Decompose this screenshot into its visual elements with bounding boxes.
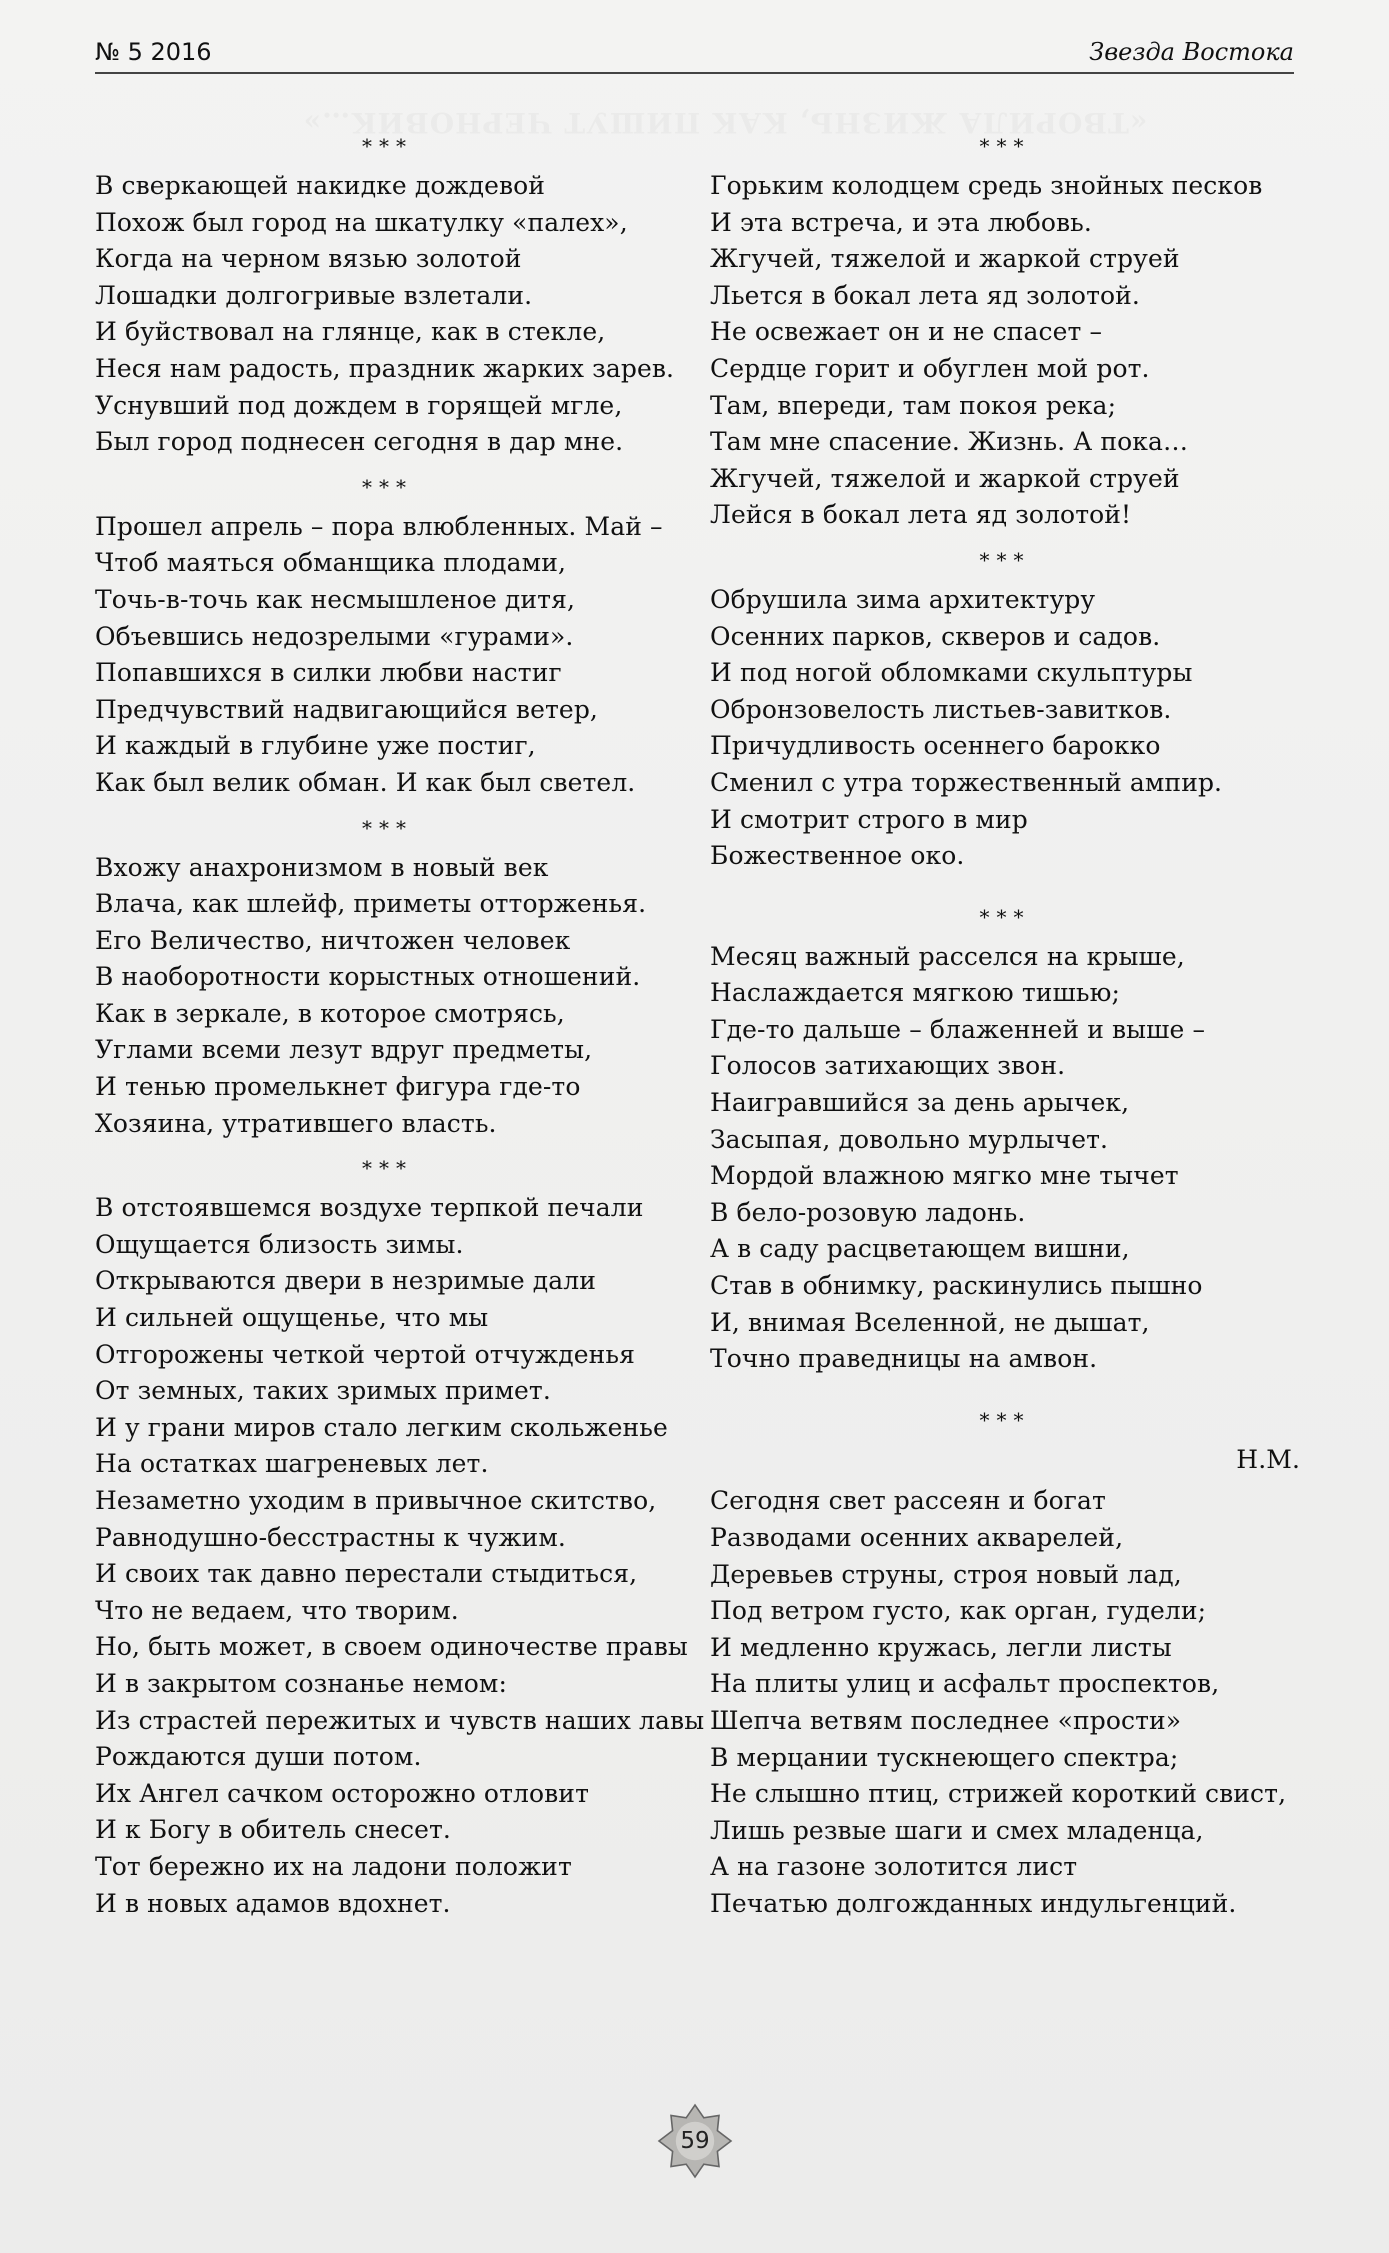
poem-line: А на газоне золотится лист [710, 1852, 1078, 1882]
poem-line: Объевшись недозрелыми «гурами». [95, 621, 574, 651]
poem-line: Рождаются души потом. [95, 1742, 422, 1772]
poem-line: Прошел апрель – пора влюбленных. Май – [95, 511, 663, 541]
poem-line: Причудливость осеннего барокко [710, 731, 1161, 761]
poem-5 [710, 128, 1300, 534]
page-header [95, 38, 1294, 78]
poem-line: И к Богу в обитель снесет. [95, 1815, 451, 1845]
poem-line: И буйствовал на глянце, как в стекле, [95, 317, 606, 347]
header-divider [95, 72, 1294, 74]
poem-line: И медленно кружась, легли листы [710, 1632, 1172, 1662]
poem-line: И у грани миров стало легким скольженье [95, 1412, 668, 1442]
poem-7 [710, 899, 1300, 1378]
poem-line: Как был велик обман. И как был светел. [95, 767, 636, 797]
poem-line: И эта встреча, и эта любовь. [710, 207, 1092, 237]
poem-line: Что не ведаем, что творим. [95, 1595, 459, 1625]
spacer [710, 875, 1300, 891]
poem-line: Засыпая, довольно мурлычет. [710, 1124, 1109, 1154]
poem-line: Неся нам радость, праздник жарких зарев. [95, 353, 675, 383]
poem-line: Вхожу анахронизмом в новый век [95, 852, 549, 882]
poem-line: Сменил с утра торжественный ампир. [710, 767, 1223, 797]
poem-line: Обронзовелость листьев-завитков. [710, 694, 1172, 724]
poem-line: Точь-в-точь как несмышленое дитя, [95, 584, 575, 614]
poem-line: И под ногой обломками скульптуры [710, 658, 1193, 688]
poem-line: Там, впереди, там покоя река; [710, 390, 1117, 420]
poem-line: Где-то дальше – блаженней и выше – [710, 1014, 1206, 1044]
poem-line: Не освежает он и не спасет – [710, 317, 1103, 347]
poem-line: В мерцании тускнеющего спектра; [710, 1742, 1179, 1772]
poem-line: Став в обнимку, раскинулись пышно [710, 1271, 1203, 1301]
poem-line: Лошадки долгогривые взлетали. [95, 280, 533, 310]
poem-line: Там мне спасение. Жизнь. А пока… [710, 427, 1189, 457]
poem-line: И каждый в глубине уже постиг, [95, 731, 536, 761]
poem-4 [95, 1150, 705, 1922]
poem-line: На плиты улиц и асфальт проспектов, [710, 1669, 1220, 1699]
poem-line: Ощущается близость зимы. [95, 1229, 464, 1259]
poem-line: Осенних парков, скверов и садов. [710, 621, 1161, 651]
poem-line: Незаметно уходим в привычное скитство, [95, 1486, 657, 1515]
poem-line: На остатках шагреневых лет. [95, 1449, 489, 1479]
poem-line: А в саду расцветающем вишни, [710, 1234, 1130, 1264]
poem-line: Жгучей, тяжелой и жаркой струей [710, 463, 1180, 493]
poem-separator: *** [979, 904, 1031, 929]
poem-line: Не слышно птиц, стрижей короткий свист, [710, 1779, 1287, 1809]
poem-line: В отстоявшемся воздухе терпкой печали [95, 1193, 644, 1223]
poem-line: И тенью промелькнет фигура где-то [95, 1072, 581, 1102]
poem-line: Когда на черном вязью золотой [95, 244, 522, 274]
left-column [95, 120, 705, 1922]
poem-line: Сегодня свет рассеян и богат [710, 1486, 1106, 1516]
poem-line: Деревьев струны, строя новый лад, [710, 1559, 1182, 1589]
poem-line: Похож был город на шкатулку «палех», [95, 207, 628, 237]
poem-line: Месяц важный расселся на крыше, [710, 941, 1185, 971]
poem-line: В наоборотности корыстных отношений. [95, 962, 641, 992]
poem-line: Их Ангел сачком осторожно отловит [95, 1778, 589, 1808]
right-column [710, 120, 1300, 1923]
poem-separator: *** [979, 547, 1031, 572]
poem-line: Открываются двери в незримые дали [95, 1266, 597, 1296]
poem-line: Тот бережно их на ладони положит [95, 1851, 572, 1881]
page-number: 59 [680, 2128, 710, 2154]
poem-line: Равнодушно-бесстрастны к чужим. [95, 1522, 566, 1552]
poem-line: Голосов затихающих звон. [710, 1051, 1066, 1081]
poem-line: И, внимая Вселенной, не дышат, [710, 1307, 1150, 1337]
poem-line: Попавшихся в силки любви настиг [95, 658, 562, 688]
poem-separator: *** [362, 134, 413, 158]
poem-line: Наигравшийся за день арычек, [710, 1088, 1130, 1118]
poem-line: Лейся в бокал лета яд золотой! [710, 500, 1132, 530]
poem-line: Был город поднесен сегодня в дар мне. [95, 427, 624, 457]
poem-line: Из страстей пережитых и чувств наших лавы [95, 1705, 705, 1735]
poem-line: Обрушила зима архитектуру [710, 584, 1096, 614]
poem-6 [710, 542, 1300, 875]
poem-line: Чтоб маяться обманщика плодами, [95, 548, 567, 578]
poem-3 [95, 810, 680, 1143]
poem-line: И сильней ощущенье, что мы [95, 1303, 489, 1333]
reverse-side-bleed: «ТВОРИЛА ЖИЗНЬ, КАК ПИШУТ ЧЕРНОВИК…» [302, 106, 1148, 139]
poem-line: Отгорожены четкой чертой отчужденья [95, 1339, 635, 1369]
poem-line: Уснувший под дождем в горящей мгле, [95, 390, 623, 420]
poem-line: Наслаждается мягкою тишью; [710, 978, 1120, 1008]
poem-line: Его Величество, ничтожен человек [95, 925, 571, 955]
poem-line: Влача, как шлейф, приметы отторженья. [95, 889, 647, 919]
poem-line: Разводами осенних акварелей, [710, 1523, 1124, 1552]
spacer [710, 1378, 1300, 1394]
poem-separator: *** [979, 134, 1031, 158]
poem-line: Лишь резвые шаги и смех младенца, [710, 1815, 1204, 1845]
journal-title: Звезда Востока [1089, 38, 1294, 66]
poem-line: Льется в бокал лета яд золотой. [710, 280, 1140, 310]
poem-line: Шепча ветвям последнее «прости» [710, 1705, 1182, 1735]
poem-line: Божественное око. [710, 841, 965, 871]
poem-line: Точно праведницы на амвон. [710, 1344, 1098, 1374]
poem-line: И смотрит строго в мир [710, 804, 1028, 834]
poem-line: И в новых адамов вдохнет. [95, 1888, 451, 1918]
poem-1 [95, 128, 680, 461]
poem-separator: *** [362, 474, 413, 499]
poem-line: От земных, таких зримых примет. [95, 1376, 551, 1406]
poem-line: Под ветром густо, как орган, гудели; [710, 1596, 1207, 1626]
author-signature: Н.М. [1236, 1444, 1300, 1474]
poem-separator: *** [362, 1156, 413, 1181]
page-number-badge [673, 2119, 717, 2163]
poem-line: И в закрытом сознанье немом: [95, 1668, 508, 1698]
poem-line: Как в зеркале, в которое смотрясь, [95, 998, 565, 1028]
poem-separator: *** [362, 815, 413, 840]
poem-line: Сердце горит и обуглен мой рот. [710, 353, 1150, 383]
poem-line: Углами всеми лезут вдруг предметы, [95, 1035, 593, 1065]
poem-line: Горьким колодцем средь знойных песков [710, 171, 1263, 200]
poem-line: И своих так давно перестали стыдиться, [95, 1559, 638, 1589]
poem-line: Печатью долгожданных индульгенций. [710, 1888, 1237, 1918]
poem-separator: *** [979, 1407, 1031, 1432]
poem-line: Мордой влажною мягко мне тычет [710, 1161, 1179, 1191]
poem-2 [95, 469, 680, 802]
poem-line: В сверкающей накидке дождевой [95, 171, 546, 200]
poem-line: В бело-розовую ладонь. [710, 1197, 1026, 1227]
poem-line: Но, быть может, в своем одиночестве правы [95, 1632, 688, 1662]
poem-8 [710, 1402, 1300, 1923]
poem-line: Жгучей, тяжелой и жаркой струей [710, 244, 1180, 274]
poem-line: Предчувствий надвигающийся ветер, [95, 694, 598, 724]
issue-label: № 5 2016 [95, 38, 212, 66]
poem-line: Хозяина, утратившего власть. [95, 1108, 497, 1138]
